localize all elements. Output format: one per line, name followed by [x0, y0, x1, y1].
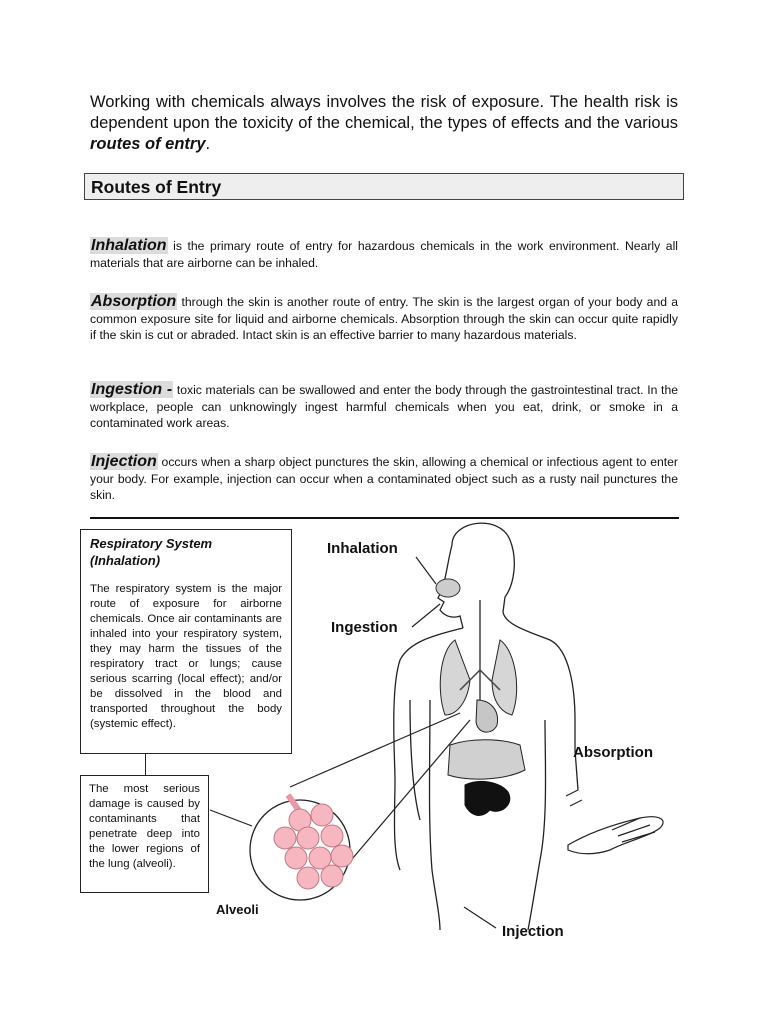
route-term: Ingestion -	[91, 381, 173, 398]
section-heading: Routes of Entry	[91, 177, 222, 197]
label-alveoli: Alveoli	[216, 902, 259, 917]
nasal-cavity	[436, 579, 460, 597]
route-term: Absorption	[91, 293, 177, 310]
route-text: occurs when a sharp object punctures the skin, allowing a chemical or infectious agent to enter your body. For example, injection can occur when a contaminated object such as a rusty nail punctures the skin.	[90, 455, 678, 502]
hand-icon	[566, 790, 663, 854]
route-text: is the primary route of entry for hazardous chemicals in the work environment. Nearly all materials that are airborne can be inhaled.	[90, 239, 678, 270]
trachea	[460, 600, 500, 700]
intro-emphasis: routes of entry	[90, 135, 206, 153]
intro-text-end: .	[205, 135, 211, 153]
stomach	[448, 740, 525, 779]
route-term: Injection	[91, 453, 157, 470]
route-text: through the skin is another route of entry. The skin is the largest organ of your body and a common exposure site for liquid and airborne chemicals. Absorption through the skin can occur quite rapidly if the skin is cut or abraded. Intact skin is an effective barrier to many hazardous materials.	[90, 295, 678, 342]
heart	[476, 700, 498, 732]
label-inhalation: Inhalation	[327, 540, 398, 557]
label-absorption: Absorption	[573, 744, 653, 761]
alveoli-description: The most serious damage is caused by contaminants that penetrate deep into the lower regions of the lung (alveoli).	[89, 783, 200, 870]
respiratory-title-line1: Respiratory System	[90, 536, 213, 551]
respiratory-title-line2: (Inhalation)	[90, 553, 161, 568]
leader-lines	[210, 557, 496, 928]
intestines	[465, 781, 510, 815]
intro-text: Working with chemicals always involves the risk of exposure. The health risk is dependent upon the toxicity of the chemical, the types of effects and the various	[90, 93, 678, 132]
respiratory-body: The respiratory system is the major route of exposure for airborne chemicals. Once air contaminants are inhaled into your respiratory system, they may harm the tissues of the respiratory tract or lungs; cause serious scarring (local effect); and/or be dissolved in the blood and transported throughout the body (systemic effect).	[90, 583, 282, 730]
label-injection: Injection	[502, 923, 564, 940]
label-ingestion: Ingestion	[331, 619, 398, 636]
route-term: Inhalation	[91, 237, 167, 254]
route-text: toxic materials can be swallowed and enter the body through the gastrointestinal tract. In the workplace, people can unknowingly ingest harmful chemicals when you eat, drink, or smoke in a contaminated work areas.	[90, 383, 678, 430]
